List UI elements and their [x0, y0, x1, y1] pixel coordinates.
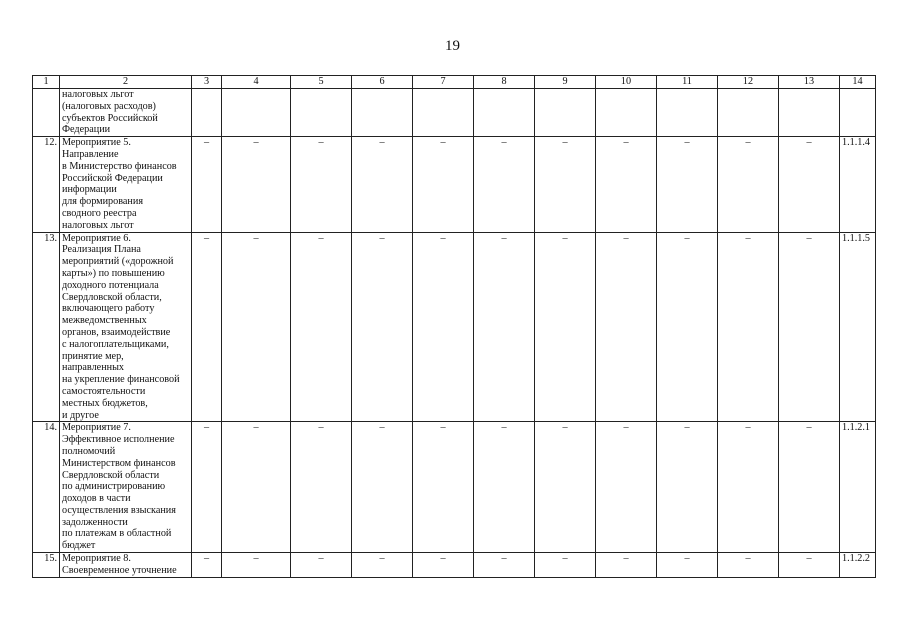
header-cell: 4 — [222, 76, 291, 89]
value-cell: – — [222, 137, 291, 232]
header-cell: 12 — [718, 76, 779, 89]
value-cell: – — [596, 137, 657, 232]
row-description: Мероприятие 6. Реализация Плана мероприятий («дорожной карты») по повышению доходного потенциала Свердловской области, включающего работу межведомственных органов, взаимодействие с налогоплательщиками, принятие мер, направленных на укрепление финансовой самостоятельности местных бюджетов, и другое — [60, 232, 192, 422]
header-cell: 5 — [291, 76, 352, 89]
row-number: 12. — [33, 137, 60, 232]
row-number: 15. — [33, 553, 60, 578]
value-cell — [192, 89, 222, 137]
value-cell: – — [291, 137, 352, 232]
value-cell: – — [596, 553, 657, 578]
header-cell: 3 — [192, 76, 222, 89]
value-cell — [291, 89, 352, 137]
value-cell: – — [192, 137, 222, 232]
value-cell: – — [291, 232, 352, 422]
value-cell: – — [222, 232, 291, 422]
value-cell: – — [596, 422, 657, 553]
value-cell: – — [718, 553, 779, 578]
header-cell: 11 — [657, 76, 718, 89]
header-cell: 14 — [840, 76, 876, 89]
value-cell: – — [779, 553, 840, 578]
table-row — [33, 137, 876, 232]
value-cell — [222, 89, 291, 137]
value-cell: – — [413, 232, 474, 422]
target-code: 1.1.1.5 — [840, 232, 876, 422]
header-cell: 1 — [33, 76, 60, 89]
value-cell: – — [291, 422, 352, 553]
header-cell: 7 — [413, 76, 474, 89]
value-cell — [535, 89, 596, 137]
header-cell: 9 — [535, 76, 596, 89]
value-cell: – — [352, 553, 413, 578]
value-cell: – — [192, 232, 222, 422]
row-description: налоговых льгот (налоговых расходов) субъектов Российской Федерации — [60, 89, 192, 137]
header-cell: 13 — [779, 76, 840, 89]
target-code: 1.1.1.4 — [840, 137, 876, 232]
page-number: 19 — [445, 38, 460, 54]
value-cell: – — [413, 422, 474, 553]
row-description: Мероприятие 7. Эффективное исполнение полномочий Министерством финансов Свердловской области по администрированию доходов в части осуществления взыскания задолженности по платежам в областной бюджет — [60, 422, 192, 553]
value-cell: – — [779, 137, 840, 232]
row-number — [33, 89, 60, 137]
value-cell — [779, 89, 840, 137]
target-code: 1.1.2.1 — [840, 422, 876, 553]
value-cell: – — [291, 553, 352, 578]
row-description: Мероприятие 8. Своевременное уточнение — [60, 553, 192, 578]
target-code: 1.1.2.2 — [840, 553, 876, 578]
value-cell: – — [352, 422, 413, 553]
value-cell: – — [657, 553, 718, 578]
value-cell: – — [222, 422, 291, 553]
value-cell: – — [413, 137, 474, 232]
value-cell: – — [192, 422, 222, 553]
value-cell — [718, 89, 779, 137]
program-table — [32, 75, 876, 578]
header-cell: 10 — [596, 76, 657, 89]
value-cell: – — [535, 232, 596, 422]
table-header-row — [33, 76, 876, 89]
value-cell — [474, 89, 535, 137]
value-cell: – — [474, 553, 535, 578]
header-cell: 6 — [352, 76, 413, 89]
value-cell: – — [535, 137, 596, 232]
row-number: 13. — [33, 232, 60, 422]
value-cell — [596, 89, 657, 137]
table-row — [33, 89, 876, 137]
value-cell: – — [352, 137, 413, 232]
value-cell: – — [474, 422, 535, 553]
value-cell — [657, 89, 718, 137]
value-cell: – — [413, 553, 474, 578]
value-cell: – — [718, 232, 779, 422]
value-cell: – — [718, 137, 779, 232]
value-cell — [352, 89, 413, 137]
value-cell: – — [192, 553, 222, 578]
header-cell: 8 — [474, 76, 535, 89]
value-cell: – — [596, 232, 657, 422]
value-cell: – — [535, 553, 596, 578]
value-cell: – — [779, 422, 840, 553]
value-cell: – — [352, 232, 413, 422]
value-cell — [413, 89, 474, 137]
value-cell: – — [779, 232, 840, 422]
value-cell: – — [718, 422, 779, 553]
value-cell: – — [474, 137, 535, 232]
table-row — [33, 553, 876, 578]
value-cell: – — [535, 422, 596, 553]
value-cell: – — [657, 422, 718, 553]
row-description: Мероприятие 5. Направление в Министерство финансов Российской Федерации информации для формирования сводного реестра налоговых льгот — [60, 137, 192, 232]
value-cell: – — [474, 232, 535, 422]
value-cell: – — [657, 232, 718, 422]
table-row — [33, 232, 876, 422]
row-number: 14. — [33, 422, 60, 553]
value-cell: – — [222, 553, 291, 578]
header-cell: 2 — [60, 76, 192, 89]
table-row — [33, 422, 876, 553]
target-code — [840, 89, 876, 137]
value-cell: – — [657, 137, 718, 232]
